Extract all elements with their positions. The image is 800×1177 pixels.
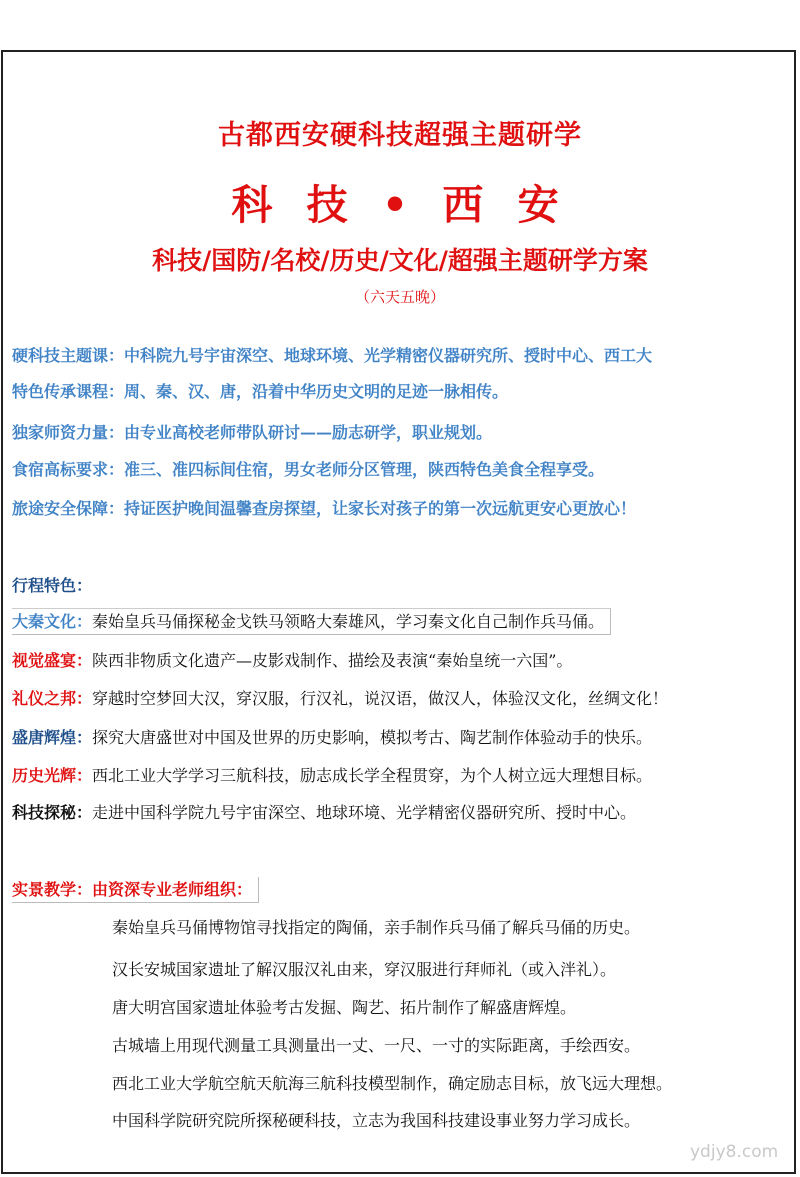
itinerary-label: 大秦文化： — [12, 612, 93, 631]
itinerary-label: 盛唐辉煌： — [12, 728, 93, 747]
feature-line: 旅途安全保障：持证医护晚间温馨查房探望，让家长对孩子的第一次远航更安心更放心！ — [12, 499, 637, 518]
duration-note: （六天五晚） — [354, 288, 445, 306]
itinerary-label: 历史光辉： — [12, 766, 93, 785]
teaching-item: 古城墙上用现代测量工具测量出一丈、一尺、一寸的实际距离，手绘西安。 — [112, 1036, 641, 1055]
teaching-item: 秦始皇兵马俑博物馆寻找指定的陶俑，亲手制作兵马俑了解兵马俑的历史。 — [112, 918, 641, 937]
itinerary-text: 穿越时空梦回大汉，穿汉服，行汉礼，说汉语，做汉人，体验汉文化，丝绸文化！ — [92, 689, 669, 708]
itinerary-label: 科技探秘： — [12, 803, 93, 822]
itinerary-heading: 行程特色： — [12, 576, 93, 595]
feature-line: 特色传承课程：周、秦、汉、唐，沿着中华历史文明的足迹一脉相传。 — [12, 382, 509, 401]
watermark-text: ydjy8.com — [690, 1142, 779, 1162]
title-sub: 科技/国防/名校/历史/文化/超强主题研学方案 — [152, 246, 648, 275]
itinerary-item — [12, 800, 636, 823]
teaching-item: 汉长安城国家遗址了解汉服汉礼由来，穿汉服进行拜师礼（或入泮礼）。 — [112, 960, 617, 979]
itinerary-item — [12, 725, 652, 748]
title-big: 科 技 • 西 安 — [231, 181, 569, 229]
title-main: 古都西安硬科技超强主题研学 — [218, 120, 582, 151]
itinerary-label: 视觉盛宴： — [12, 651, 93, 670]
itinerary-text: 西北工业大学学习三航科技，励志成长学全程贯穿，为个人树立远大理想目标。 — [92, 766, 653, 785]
teaching-item: 西北工业大学航空航天航海三航科技模型制作，确定励志目标，放飞远大理想。 — [112, 1074, 673, 1093]
feature-line: 独家师资力量：由专业高校老师带队研讨——励志研学，职业规划。 — [12, 423, 493, 442]
teaching-heading: 实景教学：由资深专业老师组织： — [12, 877, 259, 903]
itinerary-item — [12, 608, 611, 635]
itinerary-text: 秦始皇兵马俑探秘金戈铁马领略大秦雄风，学习秦文化自己制作兵马俑。 — [92, 612, 605, 631]
itinerary-label: 礼仪之邦： — [12, 689, 93, 708]
itinerary-item — [12, 648, 572, 671]
teaching-item: 中国科学院研究院所探秘硬科技，立志为我国科技建设事业努力学习成长。 — [112, 1111, 641, 1130]
itinerary-text: 走进中国科学院九号宇宙深空、地球环境、光学精密仪器研究所、授时中心。 — [92, 803, 637, 822]
itinerary-text: 探究大唐盛世对中国及世界的历史影响，模拟考古、陶艺制作体验动手的快乐。 — [92, 728, 653, 747]
itinerary-item — [12, 686, 668, 709]
itinerary-item — [12, 763, 652, 786]
itinerary-text: 陕西非物质文化遗产—皮影戏制作、描绘及表演“秦始皇统一六国”。 — [92, 651, 573, 670]
feature-line: 食宿高标要求：准三、准四标间住宿，男女老师分区管理，陕西特色美食全程享受。 — [12, 460, 605, 479]
teaching-item: 唐大明宫国家遗址体验考古发掘、陶艺、拓片制作了解盛唐辉煌。 — [112, 998, 577, 1017]
feature-line: 硬科技主题课：中科院九号宇宙深空、地球环境、光学精密仪器研究所、授时中心、西工大 — [12, 346, 653, 365]
